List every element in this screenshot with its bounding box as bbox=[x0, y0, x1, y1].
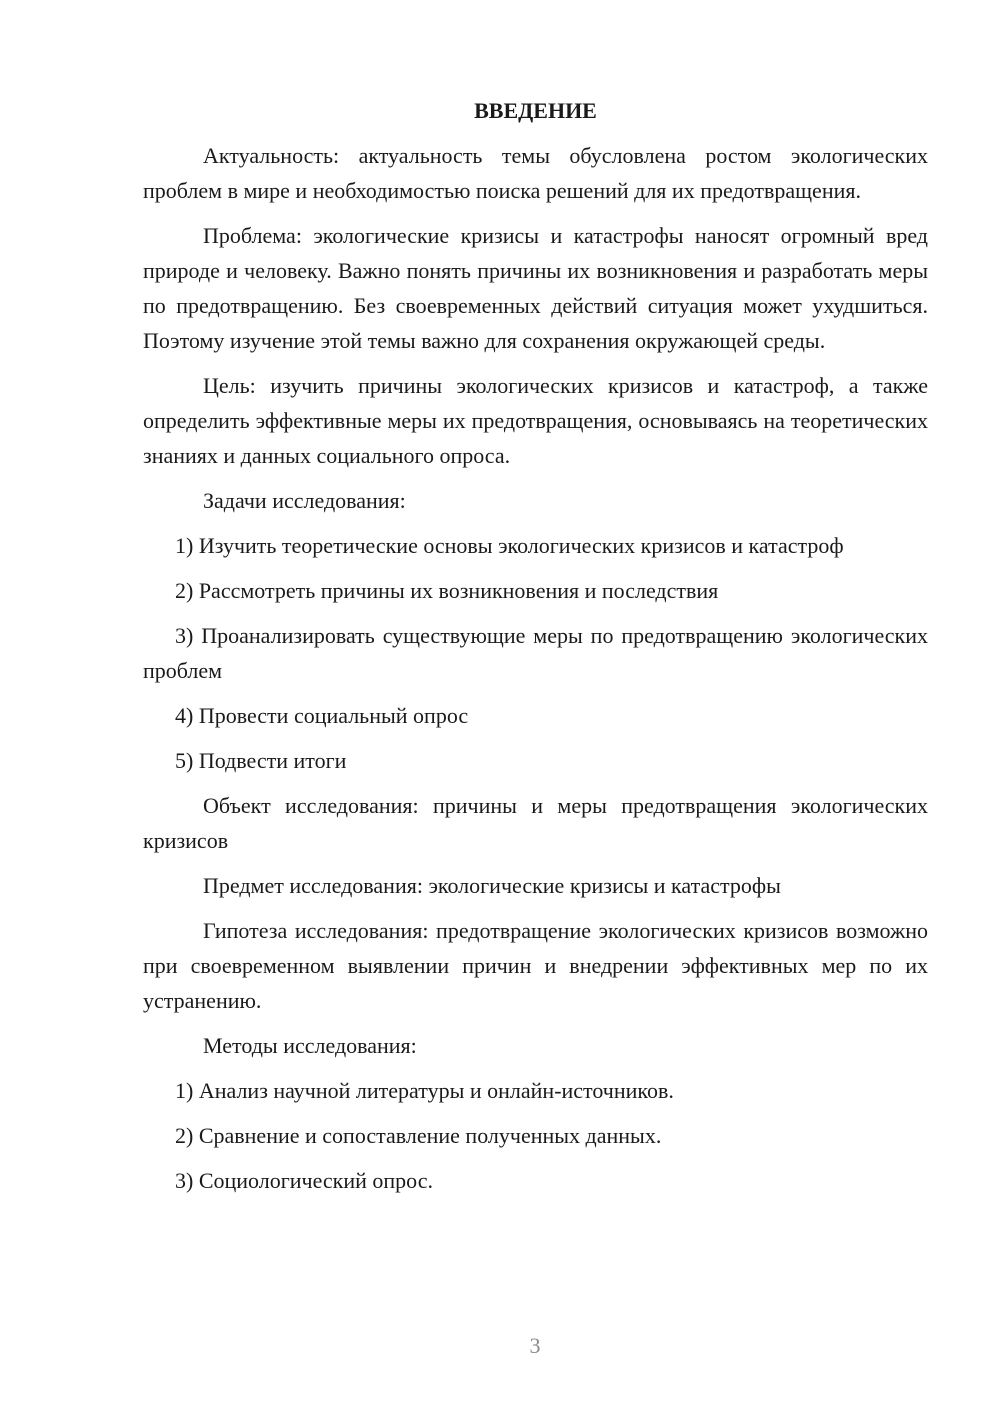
task-item: 1) Изучить теоретические основы экологических кризисов и катастроф bbox=[175, 533, 844, 558]
task-item: 3) Проанализировать существующие меры по предотвращению экологических проблем bbox=[143, 623, 928, 683]
problem-paragraph: Проблема: экологические кризисы и катастрофы наносят огромный вред природе и человеку. Важно понять причины их возникновения и разработать меры по предотвращению. Без своевременных действий ситуация может ухудшиться. Поэтому изучение этой темы важно для сохранения окружающей среды. bbox=[143, 223, 928, 353]
page-number: 3 bbox=[529, 1333, 541, 1358]
method-item: 1) Анализ научной литературы и онлайн-источников. bbox=[175, 1078, 674, 1103]
section-title: ВВЕДЕНИЕ bbox=[474, 98, 597, 123]
subject-paragraph: Предмет исследования: экологические кризисы и катастрофы bbox=[203, 873, 781, 898]
method-item: 3) Социологический опрос. bbox=[175, 1168, 433, 1193]
task-item: 2) Рассмотреть причины их возникновения и последствия bbox=[175, 578, 719, 603]
tasks-heading: Задачи исследования: bbox=[203, 488, 406, 513]
object-paragraph: Объект исследования: причины и меры предотвращения экологических кризисов bbox=[143, 793, 928, 853]
task-item: 5) Подвести итоги bbox=[175, 748, 347, 773]
page-content bbox=[143, 93, 928, 1208]
hypothesis-paragraph: Гипотеза исследования: предотвращение экологических кризисов возможно при своевременном выявлении причин и внедрении эффективных мер по их устранению. bbox=[143, 918, 928, 1013]
goal-paragraph: Цель: изучить причины экологических кризисов и катастроф, а также определить эффективные меры их предотвращения, основываясь на теоретических знаниях и данных социального опроса. bbox=[143, 373, 928, 468]
methods-heading: Методы исследования: bbox=[203, 1033, 417, 1058]
task-item: 4) Провести социальный опрос bbox=[175, 703, 469, 728]
relevance-paragraph: Актуальность: актуальность темы обусловлена ростом экологических проблем в мире и необходимостью поиска решений для их предотвращения. bbox=[143, 143, 928, 203]
method-item: 2) Сравнение и сопоставление полученных данных. bbox=[175, 1123, 662, 1148]
